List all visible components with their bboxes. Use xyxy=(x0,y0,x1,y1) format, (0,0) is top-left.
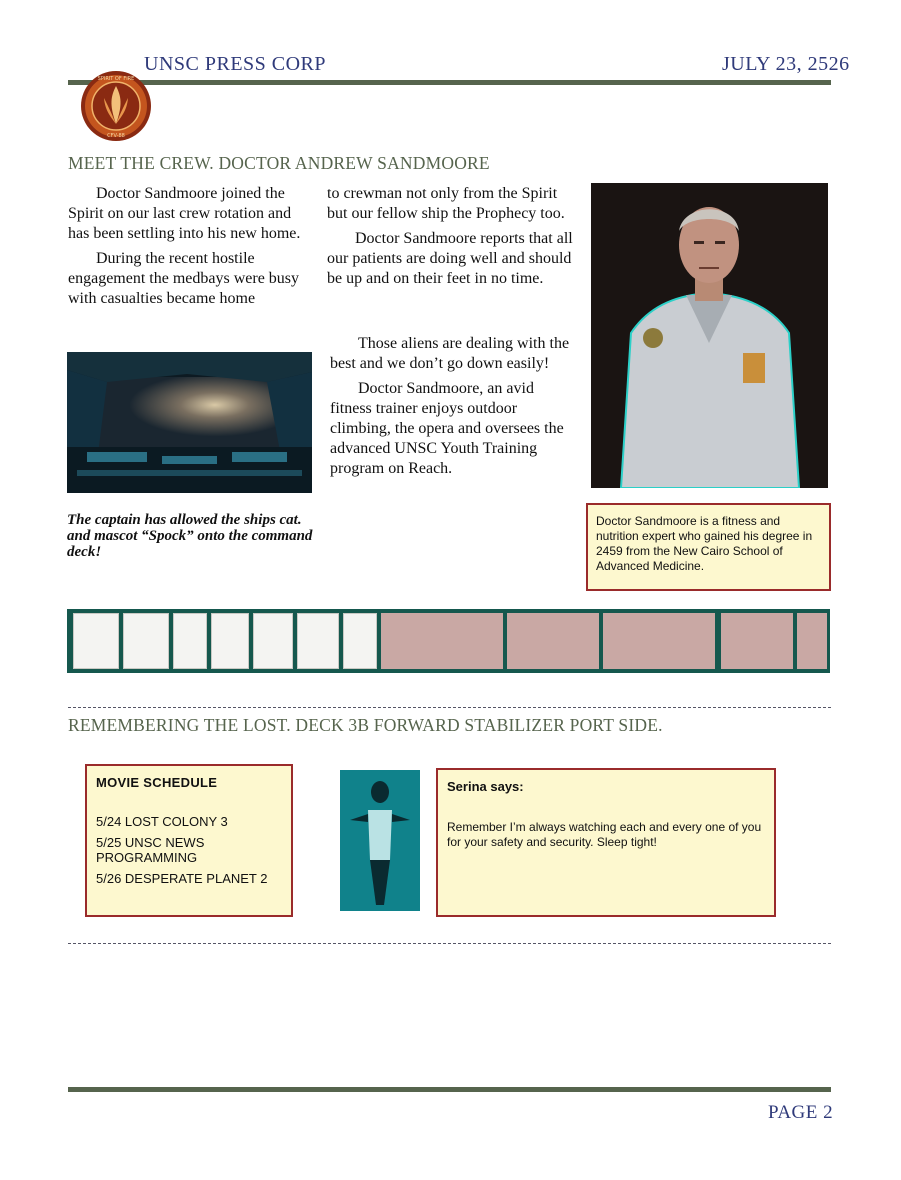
bridge-caption: The captain has allowed the ships cat. and mascot “Spock” onto the command deck! xyxy=(67,512,313,560)
crew-render-portraits xyxy=(797,613,827,669)
crew-sketch-portrait xyxy=(253,613,293,669)
article-heading: MEET THE CREW. DOCTOR ANDREW SANDMOORE xyxy=(68,153,490,173)
article-column-2-lower xyxy=(330,334,575,484)
movie-schedule-item: 5/25 UNSC NEWS PROGRAMMING xyxy=(96,835,205,865)
crew-render-portraits xyxy=(507,613,599,669)
crew-render-portraits xyxy=(603,613,715,669)
crew-render-portraits xyxy=(381,613,503,669)
section-divider xyxy=(68,707,831,708)
spirit-of-fire-emblem-icon xyxy=(80,70,152,142)
crew-render-portraits xyxy=(721,613,793,669)
article-paragraph: Doctor Sandmoore, an avid fitness trainer enjoys outdoor climbing, the opera and oversees the advanced UNSC Youth Training program on Reach. xyxy=(330,380,564,477)
emblem-ring-text-bottom: CFV-88 xyxy=(107,133,125,139)
command-deck-photo xyxy=(67,352,312,493)
page-number: PAGE 2 xyxy=(768,1102,834,1123)
footer-rule xyxy=(68,1087,831,1092)
crew-sketch-portrait xyxy=(211,613,249,669)
section-divider xyxy=(68,943,831,944)
doctor-bio-note: Doctor Sandmoore is a fitness and nutrition expert who gained his degree in 2459 from the New Cairo School of Advanced Medicine. xyxy=(586,503,831,591)
article-paragraph: Doctor Sandmoore joined the Spirit on our last crew rotation and has been settling into his new home. xyxy=(68,185,301,242)
crew-sketch-portrait xyxy=(173,613,207,669)
serina-hologram-image xyxy=(340,770,420,911)
movie-schedule-box xyxy=(85,764,293,917)
crew-sketch-portrait xyxy=(343,613,377,669)
header-rule xyxy=(68,80,831,85)
article-column-1 xyxy=(68,184,316,314)
publication-title: UNSC PRESS CORP xyxy=(144,53,327,75)
article-paragraph: to crewman not only from the Spirit but our fellow ship the Prophecy too. xyxy=(327,185,565,222)
issue-date: JULY 23, 2526 xyxy=(722,53,850,75)
serina-message-box xyxy=(436,768,776,917)
serina-title: Serina says: xyxy=(447,779,524,794)
crew-sketch-portrait xyxy=(73,613,119,669)
movie-schedule-title: MOVIE SCHEDULE xyxy=(96,775,218,790)
doctor-sandmoore-portrait xyxy=(591,183,828,488)
emblem-ring-text-top: SPIRIT OF FIRE xyxy=(97,76,135,82)
article-paragraph: Doctor Sandmoore reports that all our patients are doing well and should be up and on their feet in no time. xyxy=(327,230,573,287)
crew-sketch-portrait xyxy=(123,613,169,669)
memorial-heading: REMEMBERING THE LOST. DECK 3B FORWARD STABILIZER PORT SIDE. xyxy=(68,715,663,735)
article-paragraph: During the recent hostile engagement the medbays were busy with casualties became home xyxy=(68,250,300,307)
serina-message: Remember I’m always watching each and every one of you for your safety and security. Sleep tight! xyxy=(447,820,762,849)
crew-portrait-strip xyxy=(67,609,830,673)
article-column-2 xyxy=(327,184,575,294)
article-paragraph: Those aliens are dealing with the best and we don’t go down easily! xyxy=(330,335,570,372)
movie-schedule-item: 5/24 LOST COLONY 3 xyxy=(96,814,228,829)
crew-sketch-portrait xyxy=(297,613,339,669)
movie-schedule-item: 5/26 DESPERATE PLANET 2 xyxy=(96,871,268,886)
